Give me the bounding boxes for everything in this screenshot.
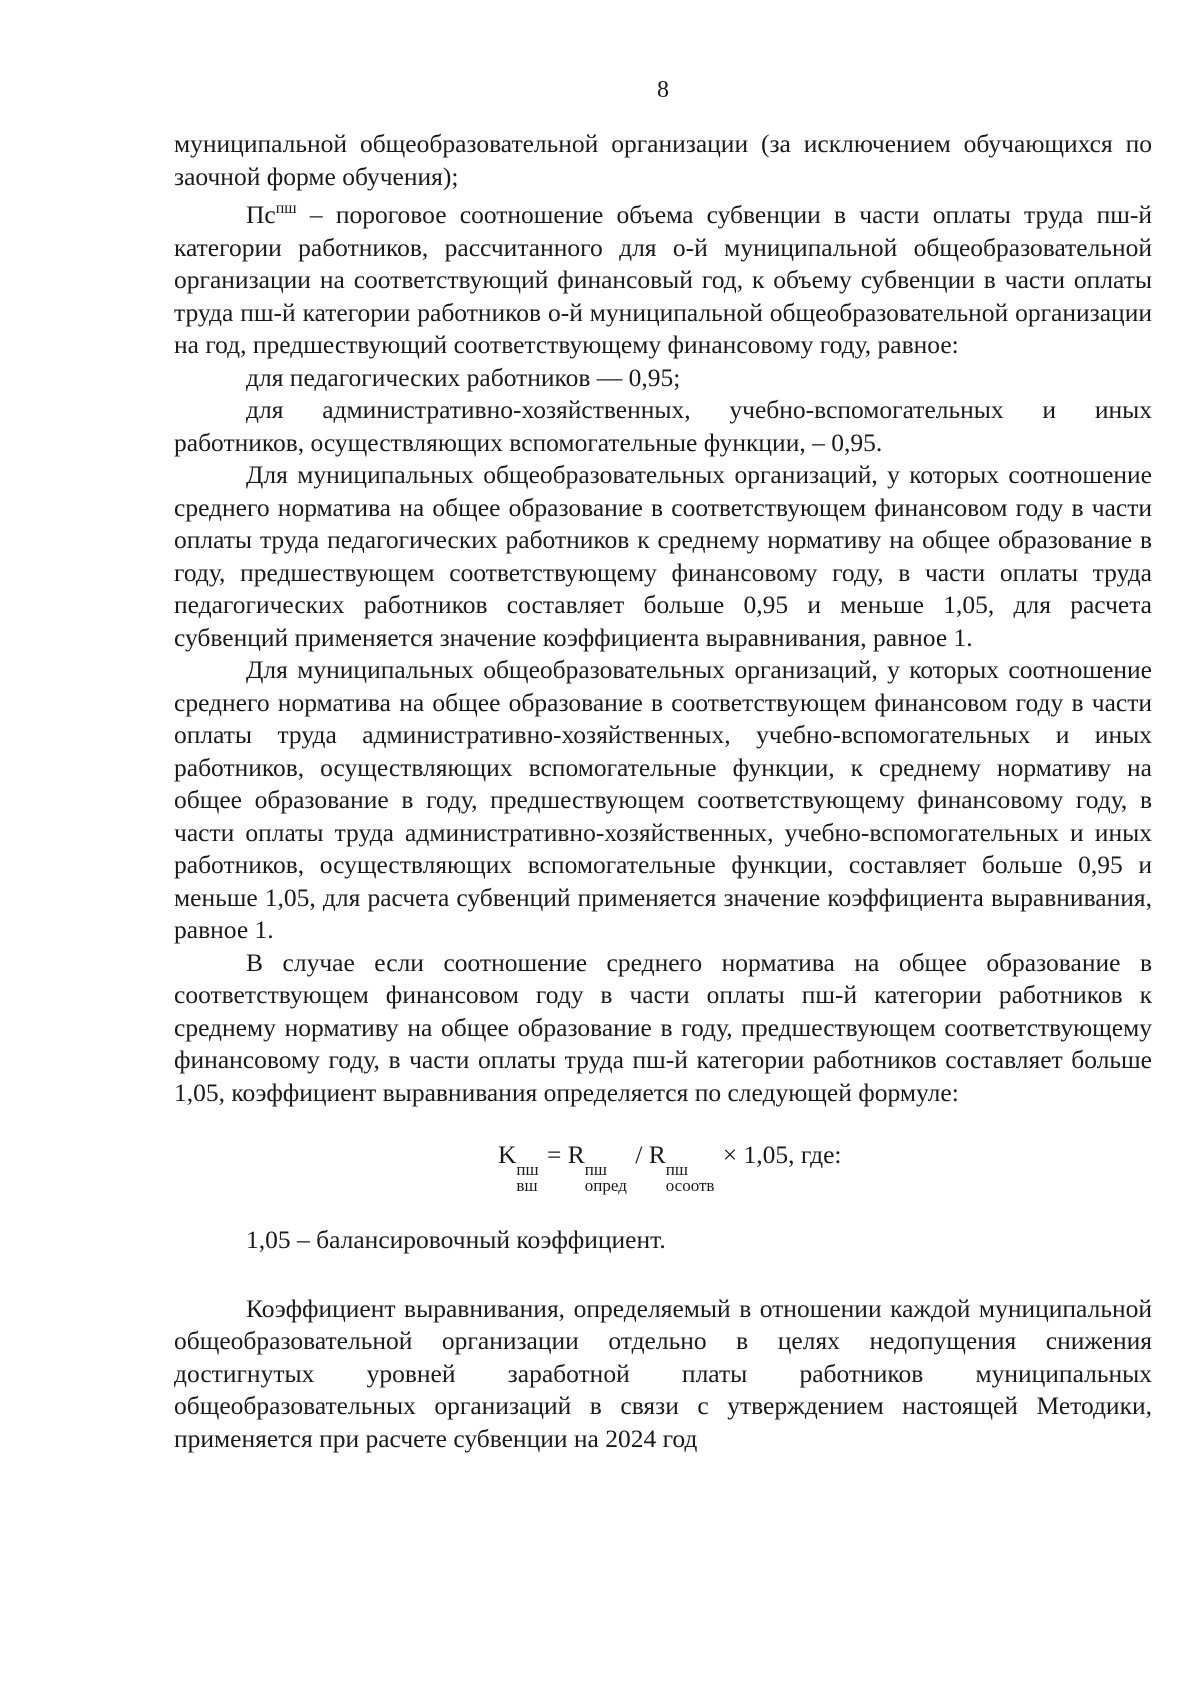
formula-r2-sup: пш (665, 1160, 688, 1179)
threshold-definition (174, 193, 1152, 362)
formula-k-sup: пш (516, 1160, 539, 1179)
formula-tail: × 1,05, где: (716, 1140, 842, 1169)
value-item: для административно-хозяйственных, учебно-вспомогательных и иных работников, осуществляющих вспомогательные функции, – 0,95. (174, 395, 1152, 457)
formula-equals: = (540, 1140, 568, 1169)
continuation-paragraph: муниципальной общеобразовательной организации (за исключением обучающихся по заочной форме обучения); (174, 129, 1152, 191)
value-item: для педагогических работников — 0,95; (246, 362, 681, 392)
formula-r1-indices (585, 1162, 627, 1194)
formula-r2-sub: осоотв (665, 1176, 715, 1195)
formula-divide: / (628, 1140, 649, 1169)
formula-r2-indices (666, 1162, 715, 1194)
paragraph: Для муниципальных общеобразовательных организаций, у которых соотношение среднего норматива на общее образование в соответствующем финансовом году в части оплаты труда административно-хозяйственных, учебно-вспомогательных и иных работников, осуществляющих вспомогательные функции, к среднему нормативу на общее образование в году, предшествующем соответствующему финансовому году, в части оплаты труда административно-хозяйственных, учебно-вспомогательных и иных работников, осуществляющих вспомогательные функции, составляет больше 0,95 и меньше 1,05, для расчета субвенций применяется значение коэффициента выравнивания, равное 1. (174, 655, 1152, 944)
document-page (174, 78, 1152, 1455)
formula-r1-sub: опред (584, 1176, 627, 1195)
threshold-superscript: пш (275, 200, 297, 217)
alignment-formula (174, 1139, 1152, 1194)
formula-k-indices (516, 1162, 538, 1194)
threshold-text: – пороговое соотношение объема субвенции в части оплаты труда пш-й категории работников, рассчитанного для о-й муниципальной общеобразовательной организации на соответствующий финансовый год, к объему субвенции в части оплаты труда пш-й категории работников о-й муниципальной общеобразовательной организации на год, предшествующий соответствующему финансовому году, равное: (174, 200, 1152, 359)
formula-k: K (498, 1140, 517, 1169)
formula-r2: R (648, 1140, 666, 1169)
threshold-symbol: Пс (246, 200, 276, 229)
final-paragraph: Коэффициент выравнивания, определяемый в отношении каждой муниципальной общеобразовательной организации отдельно в целях недопущения снижения достигнутых уровней заработной платы работников муниципальных общеобразовательных организаций в связи с утверждением настоящей Методики, применяется при расчете субвенции на 2024 год (174, 1293, 1152, 1453)
paragraph: В случае если соотношение среднего норматива на общее образование в соответствующем финансовом году в части оплаты пш-й категории работников к среднему нормативу на общее образование в году, предшествующем соответствующему финансовому году, в части оплаты труда пш-й категории работников составляет больше 1,05, коэффициент выравнивания определяется по следующей формуле: (174, 947, 1152, 1107)
formula-r1: R (567, 1140, 585, 1169)
balancing-note: 1,05 – балансировочный коэффициент. (246, 1225, 666, 1254)
formula-k-sub: вш (516, 1176, 538, 1195)
page-number: 8 (657, 77, 669, 103)
paragraph: Для муниципальных общеобразовательных организаций, у которых соотношение среднего норматива на общее образование в соответствующем финансовом году в части оплаты труда педагогических работников к среднему нормативу на общее образование в году, предшествующем соответствующему финансовому году, в части оплаты труда педагогических работников составляет больше 0,95 и меньше 1,05, для расчета субвенций применяется значение коэффициента выравнивания, равное 1. (174, 460, 1152, 652)
formula-r1-sup: пш (584, 1160, 607, 1179)
